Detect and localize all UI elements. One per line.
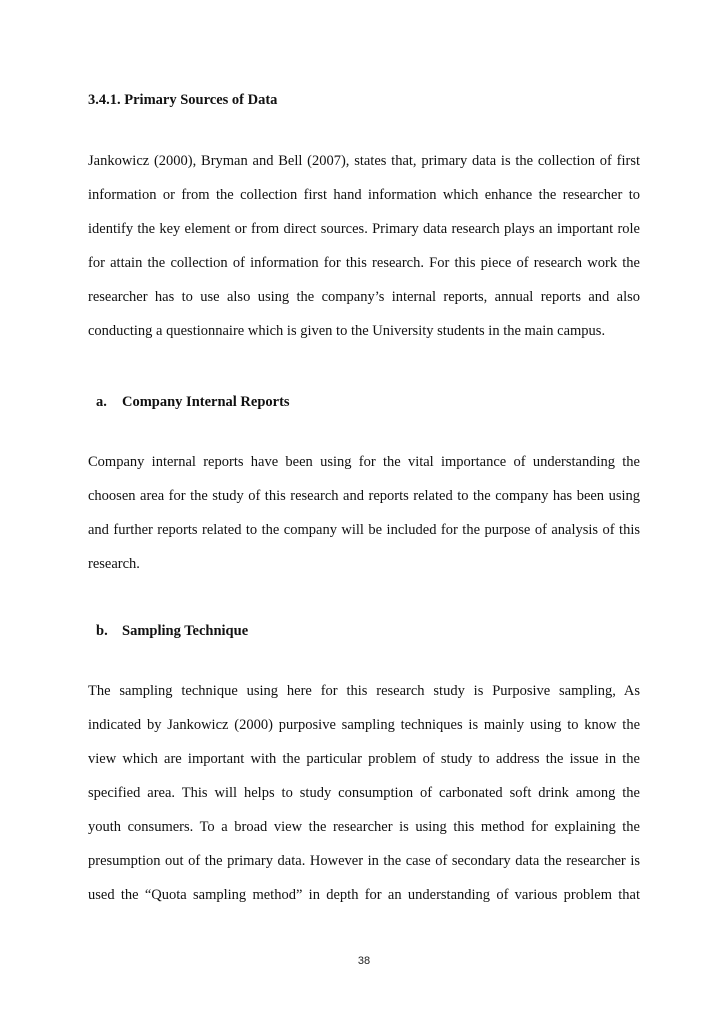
paragraph-line: research. bbox=[88, 556, 140, 572]
sampling-paragraph bbox=[88, 681, 640, 919]
paragraph-line: choosen area for the study of this research and reports related to the company has been using bbox=[88, 488, 640, 504]
paragraph-line: identify the key element or from direct sources. Primary data research plays an important role bbox=[88, 221, 640, 237]
paragraph-line: Company internal reports have been using for the vital importance of understanding the bbox=[88, 454, 640, 470]
list-marker: b. bbox=[96, 623, 108, 639]
paragraph-line: used the “Quota sampling method” in depth for an understanding of various problem that bbox=[88, 887, 640, 903]
section-heading: 3.4.1. Primary Sources of Data bbox=[88, 92, 278, 108]
subsection-heading-sampling bbox=[96, 623, 248, 640]
intro-paragraph bbox=[88, 151, 640, 355]
paragraph-line: specified area. This will helps to study consumption of carbonated soft drink among the bbox=[88, 785, 640, 801]
subsection-title: Company Internal Reports bbox=[122, 394, 290, 410]
paragraph-line: conducting a questionnaire which is given to the University students in the main campus. bbox=[88, 323, 606, 339]
list-marker: a. bbox=[96, 394, 107, 410]
subsection-heading-company-reports bbox=[96, 394, 290, 411]
paragraph-line: Jankowicz (2000), Bryman and Bell (2007), states that, primary data is the collection of first bbox=[88, 153, 640, 169]
paragraph-line: researcher has to use also using the company’s internal reports, annual reports and also bbox=[88, 289, 640, 305]
paragraph-line: indicated by Jankowicz (2000) purposive sampling techniques is mainly using to know the bbox=[88, 717, 640, 733]
paragraph-line: view which are important with the particular problem of study to address the issue in the bbox=[88, 751, 640, 767]
paragraph-line: for attain the collection of information for this research. For this piece of research work the bbox=[88, 255, 640, 271]
paragraph-line: youth consumers. To a broad view the researcher is using this method for explaining the bbox=[88, 819, 640, 835]
subsection-title: Sampling Technique bbox=[122, 623, 249, 639]
paragraph-line: information or from the collection first hand information which enhance the researcher to bbox=[88, 187, 640, 203]
paragraph-line: and further reports related to the company will be included for the purpose of analysis of this bbox=[88, 522, 640, 538]
paragraph-line: The sampling technique using here for this research study is Purposive sampling, As bbox=[88, 683, 640, 699]
page-number: 38 bbox=[357, 955, 371, 967]
company-reports-paragraph bbox=[88, 452, 640, 588]
paragraph-line: presumption out of the primary data. However in the case of secondary data the researcher is bbox=[88, 853, 640, 869]
